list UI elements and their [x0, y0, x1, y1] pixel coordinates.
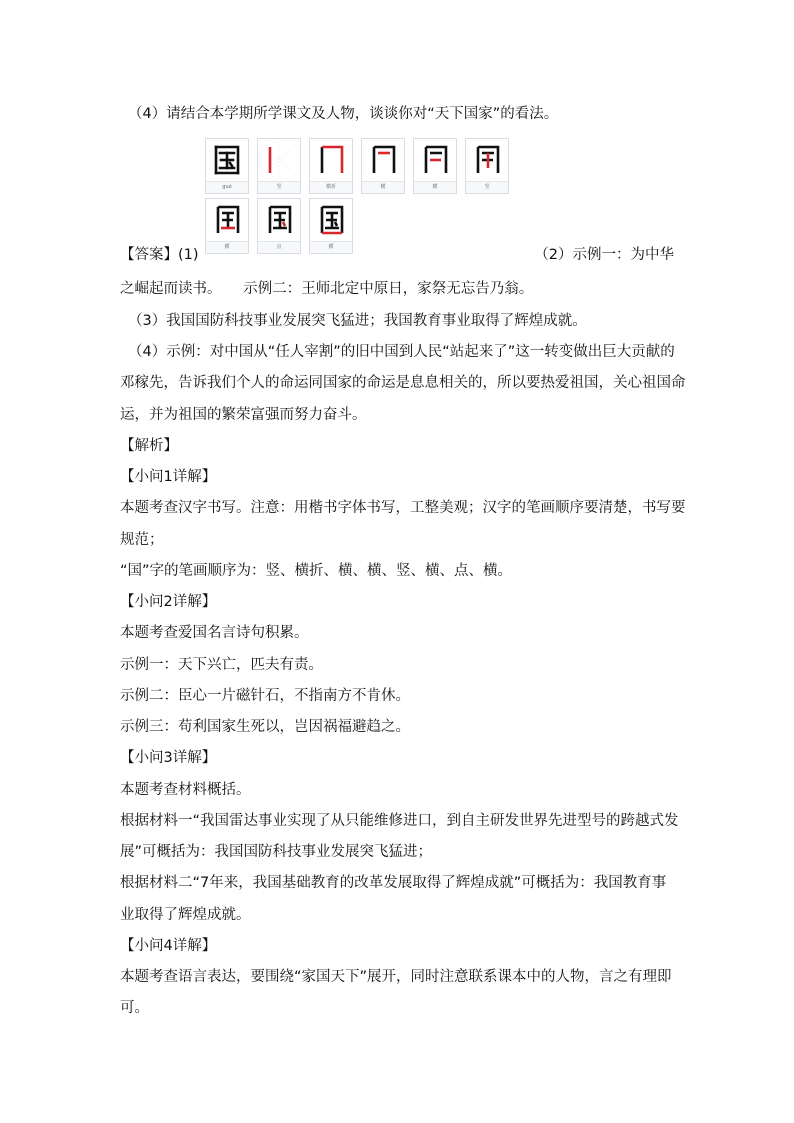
- section-2-line4: 示例三：苟利国家生死以，岂因祸福避趋之。: [120, 719, 410, 735]
- stroke-caption: guó: [222, 184, 232, 190]
- answer-4-line1: （4）示例：对中国从“任人宰割”的旧中国到人民“站起来了”这一转变做出巨大贡献的: [128, 344, 675, 360]
- section-1-line3: “国”字的笔画顺序为：竖、横折、横、横、竖、横、点、横。: [120, 563, 513, 579]
- stroke-caption: 横: [328, 244, 334, 250]
- section-4-line2: 可。: [120, 1000, 149, 1016]
- stroke-caption: 横: [432, 184, 438, 190]
- stroke-heng-icon: [310, 199, 352, 241]
- stroke-card-2: [309, 138, 353, 194]
- stroke-card-1: [257, 138, 301, 194]
- section-3-line4: 根据材料二“7年来，我国基础教育的改革发展取得了辉煌成就”可概括为：我国教育事: [120, 875, 667, 891]
- answer-2-cont: 之崛起而读书。 示例二：王师北定中原日，家祭无忘告乃翁。: [120, 281, 534, 297]
- answer-4-line2: 邓稼先，告诉我们个人的命运同国家的命运是息息相关的，所以要热爱祖国，关心祖国命: [120, 375, 686, 391]
- section-3-line2: 根据材料一“我国雷达事业实现了从只能维修进口，到自主研发世界先进型号的跨越式发: [120, 813, 679, 829]
- analysis-title: 【解析】: [120, 438, 178, 454]
- section-3-line5: 业取得了辉煌成就。: [120, 907, 251, 923]
- guo-character-icon: [206, 139, 248, 181]
- section-1-line2: 规范；: [120, 532, 164, 548]
- section-2-title: 【小问2详解】: [120, 594, 217, 610]
- section-2-line2: 示例一：天下兴亡，匹夫有责。: [120, 657, 323, 673]
- answer-label: 【答案】(1): [120, 247, 199, 263]
- stroke-card-6: [205, 198, 249, 254]
- section-3-line1: 本题考查材料概括。: [120, 782, 251, 798]
- stroke-heng-icon: [362, 139, 404, 181]
- answer-4-line3: 运，并为祖国的繁荣富强而努力奋斗。: [120, 407, 367, 423]
- question-4-prompt: （4）请结合本学期所学课文及人物，谈谈你对“天下国家”的看法。: [128, 106, 559, 122]
- stroke-hengzhe-icon: [310, 139, 352, 181]
- stroke-heng-icon: [206, 199, 248, 241]
- section-3-line3: 展”可概括为：我国国防科技事业发展突飞猛进；: [120, 844, 433, 860]
- section-1-title: 【小问1详解】: [120, 469, 217, 485]
- stroke-caption: 横: [380, 184, 386, 190]
- stroke-card-3: [361, 138, 405, 194]
- stroke-card-5: [465, 138, 509, 194]
- section-4-line1: 本题考查语言表达，要围绕“家国天下”展开，同时注意联系课本中的人物，言之有理即: [120, 969, 672, 985]
- section-1-line1: 本题考查汉字书写。注意：用楷书字体书写，工整美观；汉字的笔画顺序要清楚，书写要: [120, 500, 686, 516]
- section-2-line3: 示例二：臣心一片磁针石，不指南方不肯休。: [120, 688, 410, 704]
- stroke-card-full: [205, 138, 249, 194]
- stroke-card-4: [413, 138, 457, 194]
- stroke-card-8: [309, 198, 353, 254]
- stroke-caption: 竖: [484, 184, 490, 190]
- stroke-dian-icon: [258, 199, 300, 241]
- stroke-card-7: [257, 198, 301, 254]
- section-3-title: 【小问3详解】: [120, 750, 217, 766]
- answer-3: （3）我国国防科技事业发展突飞猛进；我国教育事业取得了辉煌成就。: [128, 313, 587, 329]
- stroke-caption: 竖: [276, 184, 282, 190]
- section-2-line1: 本题考查爱国名言诗句积累。: [120, 625, 309, 641]
- stroke-order-image: [205, 138, 515, 258]
- stroke-caption: 横: [224, 244, 230, 250]
- answer-2-start: （2）示例一：为中华: [534, 247, 674, 263]
- section-4-title: 【小问4详解】: [120, 938, 217, 954]
- stroke-shu-icon: [466, 139, 508, 181]
- stroke-caption: 点: [276, 244, 282, 250]
- stroke-heng-icon: [414, 139, 456, 181]
- stroke-caption: 横折: [325, 184, 336, 190]
- stroke-shu-icon: [258, 139, 300, 181]
